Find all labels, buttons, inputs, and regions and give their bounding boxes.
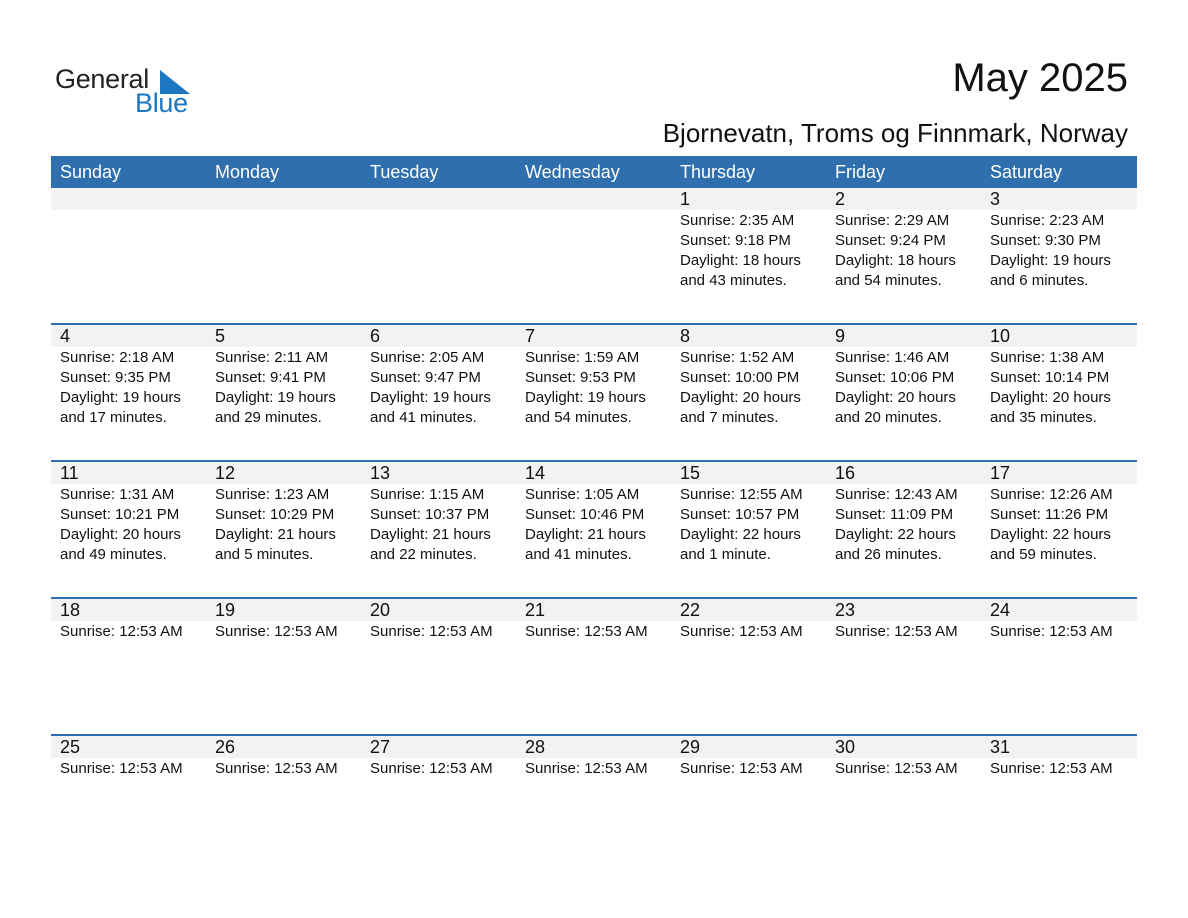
day-info [60,485,206,565]
day-cell [206,188,361,291]
week-days [51,188,1137,291]
day-info-line: Sunrise: 12:53 AM [525,623,648,640]
day-cell [826,325,981,428]
day-info-line: Sunset: 9:30 PM [990,232,1101,249]
day-info-line: Sunrise: 12:53 AM [990,623,1113,640]
day-number: 4 [60,326,71,346]
day-info [680,485,826,565]
day-info [60,348,206,428]
day-info-line: and 26 minutes. [835,546,942,563]
day-info-line: Sunrise: 2:35 AM [680,212,795,229]
day-info-line: Sunrise: 1:15 AM [370,486,485,503]
week-row [51,188,1137,323]
day-number: 30 [835,737,856,757]
day-info [60,622,206,642]
day-number [370,188,516,210]
day-number: 5 [215,326,226,346]
week-days [51,462,1137,565]
day-info [835,348,981,428]
day-info [990,211,1136,291]
day-info-line: Daylight: 19 hours [525,389,646,406]
day-cell [361,325,516,428]
day-info-line: Sunset: 10:14 PM [990,369,1110,386]
logo [55,64,205,120]
day-info-line: Daylight: 20 hours [60,526,181,543]
week-row [51,323,1137,460]
day-number: 12 [215,463,236,483]
day-number: 23 [835,600,856,620]
day-info-line: Sunrise: 12:53 AM [835,760,958,777]
day-info-line: and 6 minutes. [990,272,1089,289]
day-info-line: Daylight: 19 hours [370,389,491,406]
day-cell [51,325,206,428]
day-info-line: Daylight: 21 hours [370,526,491,543]
weekday-saturday: Saturday [990,162,1063,182]
day-info-line: Sunrise: 12:53 AM [835,623,958,640]
day-info [990,348,1136,428]
day-info-line: Sunrise: 12:53 AM [370,623,493,640]
week-days [51,599,1137,642]
day-info [525,759,671,779]
day-info-line: Daylight: 18 hours [835,252,956,269]
day-info [835,759,981,779]
day-cell [206,325,361,428]
day-number: 25 [60,737,81,757]
weeks-container [51,188,1137,871]
day-info-line: and 49 minutes. [60,546,167,563]
day-info [215,348,361,428]
day-info-line: Sunrise: 12:53 AM [60,623,183,640]
day-number: 13 [370,463,391,483]
day-number: 29 [680,737,701,757]
day-cell [51,599,206,642]
day-number: 11 [60,463,79,483]
calendar-grid [51,156,1137,871]
day-info-line: Sunrise: 12:55 AM [680,486,803,503]
day-cell [671,188,826,291]
day-cell [51,188,206,291]
day-cell [516,599,671,642]
day-info-line: Sunrise: 1:05 AM [525,486,640,503]
day-info-line: Sunset: 10:06 PM [835,369,955,386]
day-info-line: Daylight: 19 hours [990,252,1111,269]
day-info-line: Daylight: 19 hours [215,389,336,406]
weekday-friday: Friday [835,162,886,182]
day-number [525,188,671,210]
day-number: 8 [680,326,691,346]
day-cell [361,599,516,642]
day-info-line: and 7 minutes. [680,409,779,426]
day-info [370,485,516,565]
day-info-line: Sunrise: 12:53 AM [680,623,803,640]
day-info-line: Sunset: 10:37 PM [370,506,490,523]
day-info-line: Sunrise: 2:29 AM [835,212,950,229]
day-info-line: Daylight: 18 hours [680,252,801,269]
day-info-line: Sunset: 10:29 PM [215,506,335,523]
day-cell [206,599,361,642]
day-cell [516,188,671,291]
day-info-line: Daylight: 22 hours [680,526,801,543]
day-number: 21 [525,600,546,620]
day-info-line: and 43 minutes. [680,272,787,289]
day-info-line: Sunrise: 12:53 AM [215,760,338,777]
day-info-line: and 1 minute. [680,546,771,563]
day-info-line: and 29 minutes. [215,409,322,426]
weekday-monday: Monday [215,162,280,182]
location-subtitle: Bjornevatn, Troms og Finnmark, Norway [662,118,1128,148]
day-cell [361,736,516,779]
day-info-line: Sunrise: 2:23 AM [990,212,1105,229]
day-info-line: Sunrise: 12:53 AM [680,760,803,777]
day-number [215,188,361,210]
day-cell [826,462,981,565]
day-number: 7 [525,326,536,346]
day-cell [516,462,671,565]
day-info-line: Sunrise: 1:23 AM [215,486,330,503]
week-row [51,460,1137,597]
day-info [60,759,206,779]
day-info-line: Sunrise: 1:52 AM [680,349,795,366]
day-info-line: and 41 minutes. [525,546,632,563]
day-info [215,485,361,565]
day-info-line: Sunset: 11:09 PM [835,506,954,523]
day-info [990,485,1136,565]
day-info-line: Daylight: 20 hours [835,389,956,406]
day-info-line: Sunrise: 2:05 AM [370,349,485,366]
day-number: 18 [60,600,81,620]
day-cell [981,325,1136,428]
day-info-line: and 20 minutes. [835,409,942,426]
day-number: 6 [370,326,381,346]
day-info [990,759,1136,779]
day-info-line: Daylight: 20 hours [990,389,1111,406]
day-cell [826,599,981,642]
day-info-line: Sunset: 11:26 PM [990,506,1109,523]
day-number: 26 [215,737,236,757]
day-number [60,188,206,210]
day-info-line: and 54 minutes. [835,272,942,289]
weekday-sunday: Sunday [60,162,122,182]
day-info-line: Daylight: 21 hours [525,526,646,543]
day-info-line: Sunrise: 1:38 AM [990,349,1105,366]
day-info-line: Sunset: 9:41 PM [215,369,326,386]
day-info [680,348,826,428]
day-cell [981,188,1136,291]
day-number: 3 [990,189,1001,209]
day-number: 16 [835,463,856,483]
day-info-line: Sunset: 10:46 PM [525,506,645,523]
day-info-line: Daylight: 22 hours [990,526,1111,543]
logo-word-blue: Blue [135,88,188,118]
week-row [51,597,1137,734]
day-info [835,211,981,291]
day-number: 14 [525,463,546,483]
weekday-tuesday: Tuesday [370,162,439,182]
day-number: 31 [990,737,1011,757]
day-number: 10 [990,326,1011,346]
day-info-line: and 17 minutes. [60,409,167,426]
day-info-line: Sunrise: 12:53 AM [215,623,338,640]
weekday-thursday: Thursday [680,162,756,182]
day-info [525,485,671,565]
day-info-line: and 41 minutes. [370,409,477,426]
day-info [215,759,361,779]
day-info [215,622,361,642]
day-info [370,759,516,779]
day-number: 19 [215,600,236,620]
week-days [51,736,1137,779]
day-info-line: Sunset: 10:57 PM [680,506,800,523]
day-info-line: Sunset: 9:35 PM [60,369,171,386]
day-cell [981,599,1136,642]
day-info [370,622,516,642]
day-info-line: Sunrise: 12:53 AM [370,760,493,777]
day-info [835,622,981,642]
day-info-line: Sunrise: 2:18 AM [60,349,175,366]
day-info-line: Daylight: 20 hours [680,389,801,406]
day-cell [516,736,671,779]
day-info-line: Sunrise: 12:43 AM [835,486,958,503]
day-number: 2 [835,189,846,209]
day-info-line: and 22 minutes. [370,546,477,563]
day-info [525,348,671,428]
day-cell [826,736,981,779]
day-info [990,622,1136,642]
day-info-line: Sunrise: 12:26 AM [990,486,1113,503]
day-cell [361,462,516,565]
logo-word-general: General [55,64,149,94]
day-info [370,348,516,428]
weekday-wednesday: Wednesday [525,162,620,182]
day-info-line: Sunset: 10:21 PM [60,506,180,523]
day-cell [981,462,1136,565]
page-title: May 2025 [952,56,1128,100]
day-cell [671,599,826,642]
day-cell [516,325,671,428]
day-info [680,759,826,779]
week-row [51,734,1137,871]
day-info-line: Sunrise: 12:53 AM [990,760,1113,777]
day-info [680,622,826,642]
day-number: 27 [370,737,391,757]
day-info-line: Sunrise: 1:31 AM [60,486,175,503]
day-number: 1 [680,189,691,209]
week-days [51,325,1137,428]
day-info-line: and 35 minutes. [990,409,1097,426]
day-info-line: and 59 minutes. [990,546,1097,563]
day-info [525,622,671,642]
day-cell [826,188,981,291]
day-number: 28 [525,737,546,757]
day-cell [206,736,361,779]
day-number: 20 [370,600,391,620]
day-info-line: Sunrise: 2:11 AM [215,349,329,366]
day-info-line: Sunset: 9:18 PM [680,232,791,249]
weekday-header [51,156,1137,188]
day-info-line: Sunrise: 12:53 AM [525,760,648,777]
day-cell [671,462,826,565]
day-info-line: Sunset: 9:47 PM [370,369,481,386]
day-info-line: Sunrise: 1:59 AM [525,349,640,366]
day-info-line: Daylight: 19 hours [60,389,181,406]
day-cell [671,736,826,779]
day-cell [206,462,361,565]
day-number: 17 [990,463,1011,483]
day-number: 24 [990,600,1011,620]
day-cell [671,325,826,428]
day-cell [51,462,206,565]
day-info-line: Sunrise: 12:53 AM [60,760,183,777]
day-info-line: Sunset: 10:00 PM [680,369,800,386]
day-cell [361,188,516,291]
day-info-line: Daylight: 22 hours [835,526,956,543]
day-info [680,211,826,291]
day-number: 22 [680,600,701,620]
day-info-line: and 54 minutes. [525,409,632,426]
day-info-line: Daylight: 21 hours [215,526,336,543]
day-number: 15 [680,463,701,483]
day-info-line: Sunset: 9:24 PM [835,232,946,249]
day-info [835,485,981,565]
day-cell [51,736,206,779]
day-info-line: Sunset: 9:53 PM [525,369,636,386]
day-info-line: and 5 minutes. [215,546,314,563]
day-number: 9 [835,326,846,346]
day-info-line: Sunrise: 1:46 AM [835,349,950,366]
day-cell [981,736,1136,779]
